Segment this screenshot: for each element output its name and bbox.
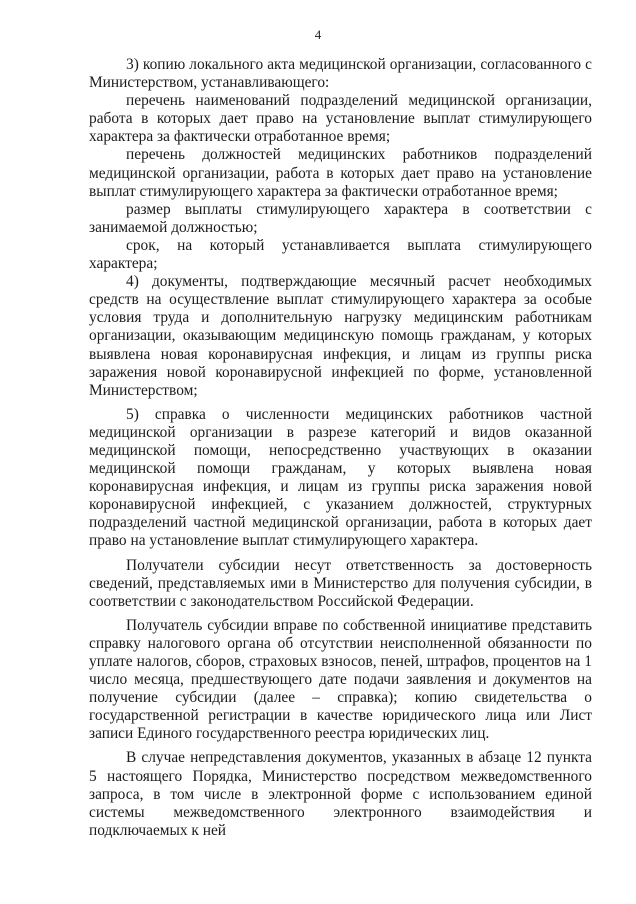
paragraph-calculation-documents: 4) документы, подтверждающие месячный расчет необходимых средств на осуществление выплат стимулирующего характера за особые условия труда и дополнительную нагрузку медицинским работникам организации, оказывающим медицинскую помощь гражданам, у которых выявлена новая коронавирусная инфекция, и лицам из группы риска заражения новой коронавирусной инфекцией по форме, установленной Министерством; bbox=[89, 273, 592, 399]
paragraph-local-act: 3) копию локального акта медицинской организации, согласованного с Министерством, устанавливающего: bbox=[89, 56, 592, 92]
paragraph-recipient-responsibility: Получатели субсидии несут ответственность за достоверность сведений, представляемых ими в Министерство для получения субсидии, в соответствии с законодательством Российской Федерации. bbox=[89, 556, 592, 610]
paragraph-positions-list: перечень должностей медицинских работников подразделений медицинской организации, работа в которых дает право на установление выплат стимулирующего характера за фактически отработанное время; bbox=[89, 146, 592, 200]
paragraph-staff-certificate: 5) справка о численности медицинских работников частной медицинской организации в разрезе категорий и видов оказанной медицинской помощи, непосредственно участвующих в оказании медицинской помощи гражданам, у которых выявлена новая коронавирусная инфекция, и лицам из группы риска заражения новой коронавирусной инфекцией, с указанием должностей, структурных подразделений частной медицинской организации, работа в которых дает право на установление выплат стимулирующего характера. bbox=[89, 405, 592, 550]
page-number: 4 bbox=[314, 27, 322, 42]
paragraph-payment-size: размер выплаты стимулирующего характера в соответствии с занимаемой должностью; bbox=[89, 200, 592, 236]
paragraph-payment-term: срок, на который устанавливается выплата стимулирующего характера; bbox=[89, 236, 592, 273]
paragraph-divisions-list: перечень наименований подразделений медицинской организации, работа в которых дает право на установление выплат стимулирующего характера за фактически отработанное время; bbox=[89, 92, 592, 146]
paragraph-tax-certificate: Получатель субсидии вправе по собственной инициативе представить справку налогового органа об отсутствии неисполненной обязанности по уплате налогов, сборов, страховых взносов, пеней, штрафов, процентов на 1 число месяца, предшествующего дате подачи заявления и документов на получение субсидии (далее – справка); копию свидетельства о государственной регистрации в качестве юридического лица или Лист записи Единого государственного реестра юридических лиц. bbox=[89, 616, 592, 743]
document-body bbox=[89, 56, 592, 840]
paragraph-interagency-request: В случае непредставления документов, указанных в абзаце 12 пункта 5 настоящего Порядка, Министерство посредством межведомственного запроса, в том числе в электронной форме с использованием единой системы межведомственного электронного взаимодействия и подключаемых к ней bbox=[89, 749, 592, 839]
